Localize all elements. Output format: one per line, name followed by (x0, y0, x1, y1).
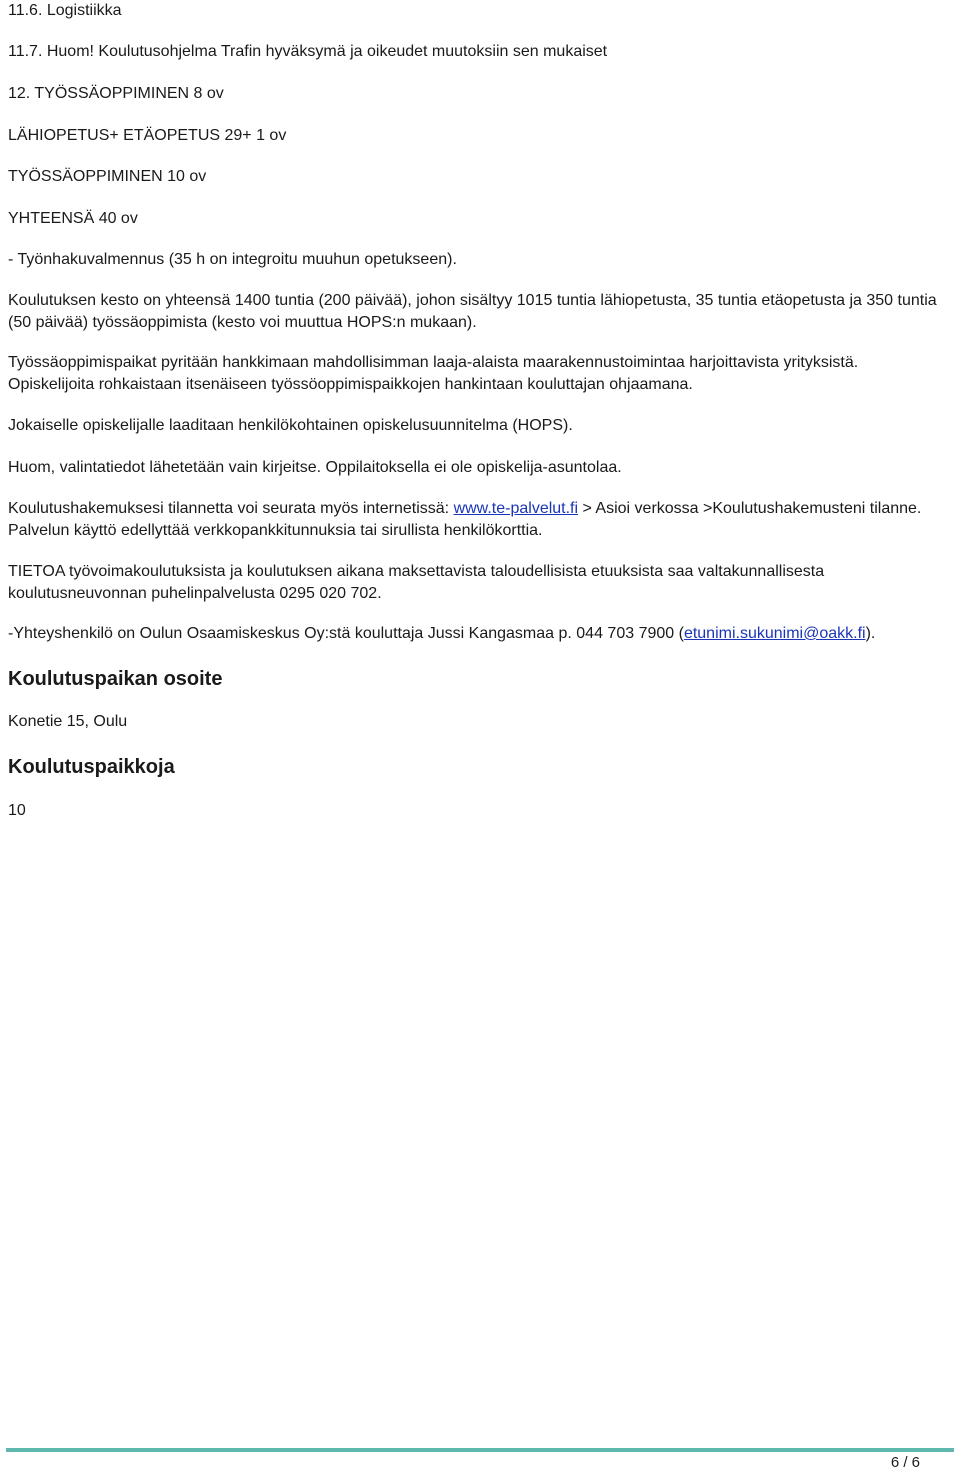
item-yhteensa: YHTEENSÄ 40 ov (8, 210, 138, 227)
yhteys-text-after: ). (865, 625, 876, 642)
yhteys-text-before: -Yhteyshenkilö on Oulun Osaamiskeskus Oy:stä kouluttaja Jussi Kangasmaa p. 044 703 7900 ( (8, 625, 684, 642)
page-number: 6 / 6 (890, 1454, 920, 1471)
paragraph-yhteyshenkilo (8, 623, 948, 645)
item-tyossaoppiminen-8: 12. TYÖSSÄOPPIMINEN 8 ov (8, 85, 224, 102)
item-logistiikka: 11.6. Logistiikka (8, 2, 122, 19)
paragraph-huom-valinta: Huom, valintatiedot lähetetään vain kirjeitse. Oppilaitoksella ei ole opiskelija-asuntolaa. (8, 459, 622, 476)
heading-koulutuspaikan-osoite: Koulutuspaikan osoite (8, 668, 223, 690)
item-lahiopetus: LÄHIOPETUS+ ETÄOPETUS 29+ 1 ov (8, 127, 287, 144)
item-tyossaoppiminen-10: TYÖSSÄOPPIMINEN 10 ov (8, 168, 207, 185)
paragraph-hakemus (8, 498, 948, 542)
email-link[interactable]: etunimi.sukunimi@oakk.fi (683, 625, 866, 642)
item-huom: 11.7. Huom! Koulutusohjelma Trafin hyväksymä ja oikeudet muutoksiin sen mukaiset (8, 43, 608, 60)
address-value: Konetie 15, Oulu (8, 713, 128, 730)
hakemus-text-after: > Asioi verkossa >Koulutushakemusteni tilanne. Palvelun käyttö edellyttää verkkopankkitunnuksia tai sirullista henkilökorttia. (8, 500, 922, 539)
footer-divider (6, 1448, 954, 1452)
places-count: 10 (8, 802, 26, 819)
paragraph-tietoa: TIETOA työvoimakoulutuksista ja koulutuksen aikana maksettavista taloudellisista etuuksista saa valtakunnallisesta koulutusneuvonnan puhelinpalvelusta 0295 020 702. (8, 563, 825, 602)
paragraph-kesto: Koulutuksen kesto on yhteensä 1400 tuntia (200 päivää), johon sisältyy 1015 tuntia lähiopetusta, 35 tuntia etäopetusta ja 350 tuntia (50 päivää) työssäoppimista (kesto voi muuttua HOPS:n mukaan). (8, 292, 937, 331)
paragraph-hops: Jokaiselle opiskelijalle laaditaan henkilökohtainen opiskelusuunnitelma (HOPS). (8, 417, 573, 434)
item-tyonhaku: - Työnhakuvalmennus (35 h on integroitu muuhun opetukseen). (8, 251, 457, 268)
hakemus-text-before: Koulutushakemuksesi tilannetta voi seurata myös internetissä: (8, 500, 454, 517)
paragraph-tyossaoppimispaikat: Työssäoppimispaikat pyritään hankkimaan mahdollisimman laaja-alaista maarakennustoimintaa harjoittavista yrityksistä. Opiskelijoita rohkaistaan itsenäiseen työssöoppimispaikkojen hankintaan kouluttajan ohjaamana. (8, 354, 859, 393)
te-palvelut-link[interactable]: www.te-palvelut.fi (453, 500, 579, 517)
heading-koulutuspaikkoja: Koulutuspaikkoja (8, 756, 175, 778)
